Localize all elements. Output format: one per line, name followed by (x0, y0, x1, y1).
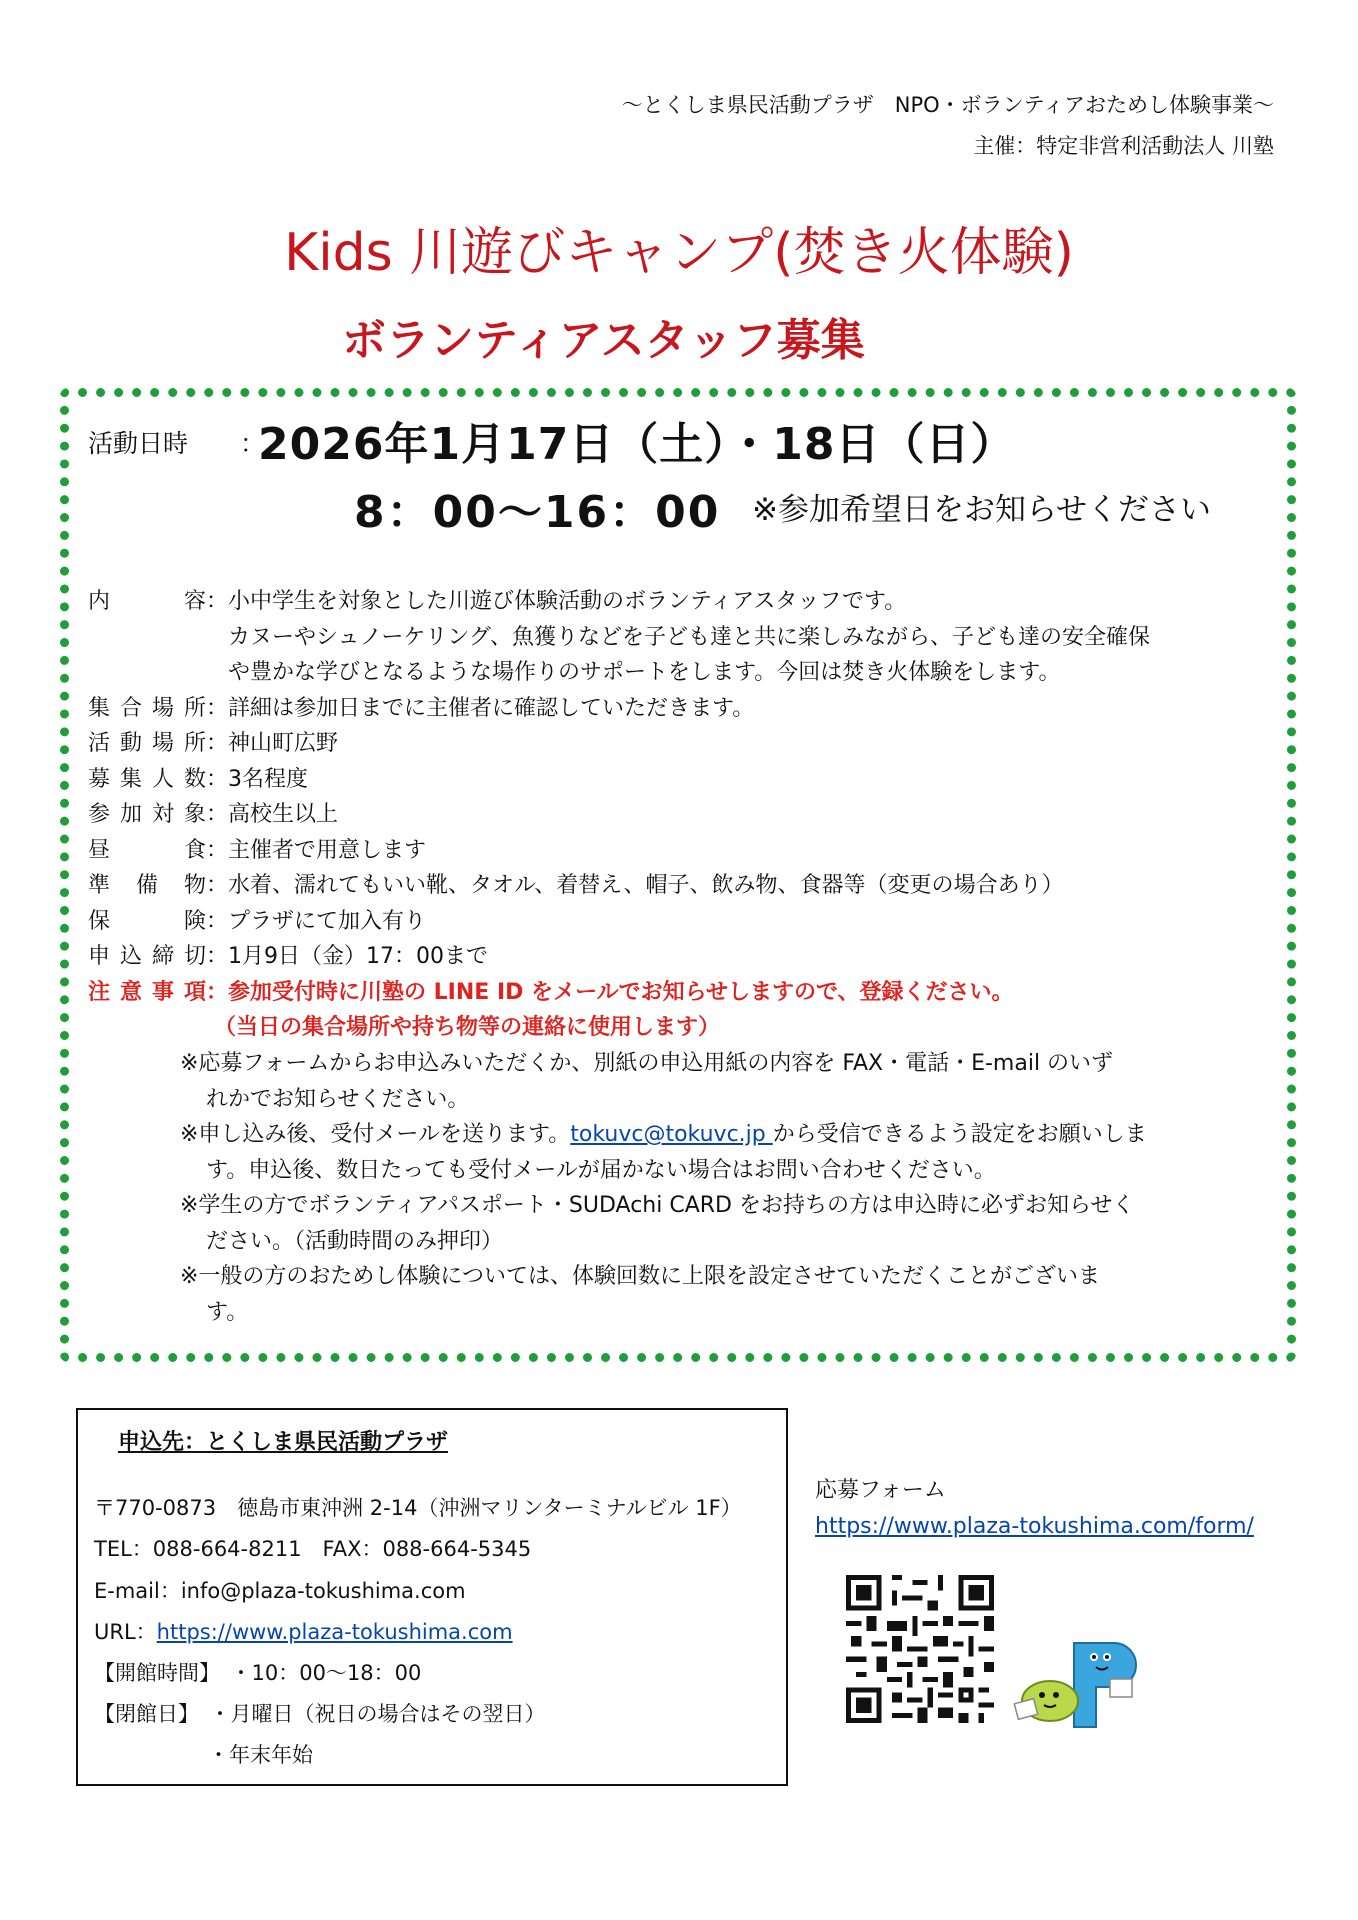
note-text: ※申し込み後、受付メールを送ります。 (180, 1122, 571, 1147)
schedule-colon: ： (240, 429, 266, 458)
detail-row-items: 準備物 ： 水着、濡れてもいい靴、タオル、着替え、帽子、飲み物、食器等（変更の場合あり） (88, 868, 1288, 904)
detail-label: 活動場所 (88, 731, 206, 756)
detail-label: 募集人数 (88, 766, 206, 792)
detail-label: 申込締切 (88, 944, 206, 969)
note-line: れかでお知らせください。 (206, 1086, 470, 1112)
note-item (180, 1046, 1280, 1117)
detail-value: 3名程度 (228, 766, 308, 792)
contact-url-label: URL： (94, 1620, 157, 1644)
form-url-link[interactable]: https://www.plaza-tokushima.com/form/ (815, 1514, 1254, 1539)
contact-tel-fax: TEL：088-664-8211 FAX：088-664-5345 (94, 1537, 532, 1561)
contact-address: 〒770-0873 徳島市東沖洲 2-14（沖洲マリンターミナルビル 1F） (94, 1496, 742, 1520)
detail-row-meeting: 集合場所 ： 詳細は参加日までに主催者に確認していただきます。 (88, 691, 1288, 727)
detail-value: 詳細は参加日までに主催者に確認していただきます。 (228, 695, 755, 721)
detail-row-caution: 注意事項 ： 参加受付時に川塾の LINE ID をメールでお知らせしますので、登録ください。 (88, 975, 1288, 1011)
contact-title: 申込先：とくしま県民活動プラザ (118, 1430, 449, 1455)
detail-value: 主催者で用意します (228, 837, 427, 863)
plaza-url-link[interactable]: https://www.plaza-tokushima.com (156, 1620, 513, 1644)
note-line: ※学生の方でボランティアパスポート・SUDAchi CARD をお持ちの方は申込時に必ずお知らせく (180, 1193, 1135, 1218)
schedule-time: 8：00～16：00 (354, 487, 721, 538)
note-item (180, 1117, 1280, 1188)
header-subtitle: ～とくしま県民活動プラザ NPO・ボランティアおためし体験事業～ (621, 93, 1274, 117)
details-list (88, 584, 1288, 1046)
detail-row-lunch: 昼食 ： 主催者で用意します (88, 833, 1288, 869)
detail-label: 参加対象 (88, 802, 206, 827)
detail-continuation: カヌーやシュノーケリング、魚獲りなどを子ども達と共に楽しみながら、子ども達の安全確保 (228, 624, 1151, 650)
detail-value: 水着、濡れてもいい靴、タオル、着替え、帽子、飲み物、食器等（変更の場合あり） (228, 873, 1064, 898)
caution-label: 注意事項 (88, 979, 206, 1005)
detail-label: 保険 (88, 908, 206, 934)
organizer-line: 主催：特定非営利活動法人 川塾 (973, 134, 1274, 158)
contact-closed-days: 【閉館日】 ・月曜日（祝日の場合はその翌日） (94, 1702, 546, 1726)
detail-label: 昼食 (88, 837, 206, 863)
detail-row-place: 活動場所 ： 神山町広野 (88, 726, 1288, 762)
detail-row-insurance: 保険 ： プラザにて加入有り (88, 904, 1288, 940)
caution-text-2: （当日の集合場所や持ち物等の連絡に使用します） (214, 1015, 721, 1040)
email-link[interactable]: tokuvc@tokuvc.jp (570, 1122, 773, 1147)
detail-row-capacity: 募集人数 ： 3名程度 (88, 762, 1288, 798)
detail-value: 高校生以上 (228, 802, 339, 827)
detail-value: 小中学生を対象とした川遊び体験活動のボランティアスタッフです。 (228, 589, 907, 614)
schedule-note: ※参加希望日をお知らせください (752, 492, 1212, 528)
caution-text: 参加受付時に川塾の LINE ID をメールでお知らせしますので、登録ください。 (228, 979, 1014, 1005)
detail-label: 準備物 (88, 873, 206, 898)
note-text: から受信できるよう設定をお願いしま (772, 1122, 1147, 1147)
detail-value: プラザにて加入有り (228, 908, 427, 934)
detail-value: 1月9日（金）17：00まで (228, 944, 488, 969)
detail-label: 集合場所 (88, 695, 206, 721)
contact-closed-holidays: ・年末年始 (208, 1743, 313, 1767)
schedule-date: 2026年1月17日（土）・18日（日） (258, 419, 1016, 470)
detail-row-deadline: 申込締切 ： 1月9日（金）17：00まで (88, 939, 1288, 975)
note-item (180, 1259, 1280, 1330)
recruitment-title: ボランティアスタッフ募集 (342, 315, 865, 366)
contact-hours: 【開館時間】 ・10：00～18：00 (94, 1661, 422, 1685)
note-line: ださい。（活動時間のみ押印） (206, 1228, 504, 1254)
detail-continuation: や豊かな学びとなるような場作りのサポートをします。今回は焚き火体験をします。 (228, 660, 1061, 685)
contact-email: E-mail：info@plaza-tokushima.com (94, 1579, 466, 1603)
detail-row-target: 参加対象 ： 高校生以上 (88, 797, 1288, 833)
note-line: す。 (206, 1299, 249, 1325)
detail-label: 内容 (88, 589, 206, 614)
detail-row-content: 内容 ： 小中学生を対象とした川遊び体験活動のボランティアスタッフです。 (88, 584, 1288, 620)
note-item (180, 1188, 1280, 1259)
qr-code-icon[interactable] (846, 1575, 994, 1723)
detail-value: 神山町広野 (228, 731, 339, 756)
note-line: す。申込後、数日たっても受付メールが届かない場合はお問い合わせください。 (206, 1157, 996, 1183)
notes-list (180, 1046, 1280, 1330)
note-line: ※一般の方のおためし体験については、体験回数に上限を設定させていただくことがございま (180, 1264, 1100, 1289)
event-title: Kids 川遊びキャンプ(焚き火体験) (284, 223, 1074, 283)
schedule-label: 活動日時 (88, 429, 189, 458)
mascot-icon (1012, 1635, 1142, 1735)
note-line: ※応募フォームからお申込みいただくか、別紙の申込用紙の内容を FAX・電話・E-mail のいず (180, 1051, 1114, 1076)
form-label: 応募フォーム (815, 1478, 946, 1503)
